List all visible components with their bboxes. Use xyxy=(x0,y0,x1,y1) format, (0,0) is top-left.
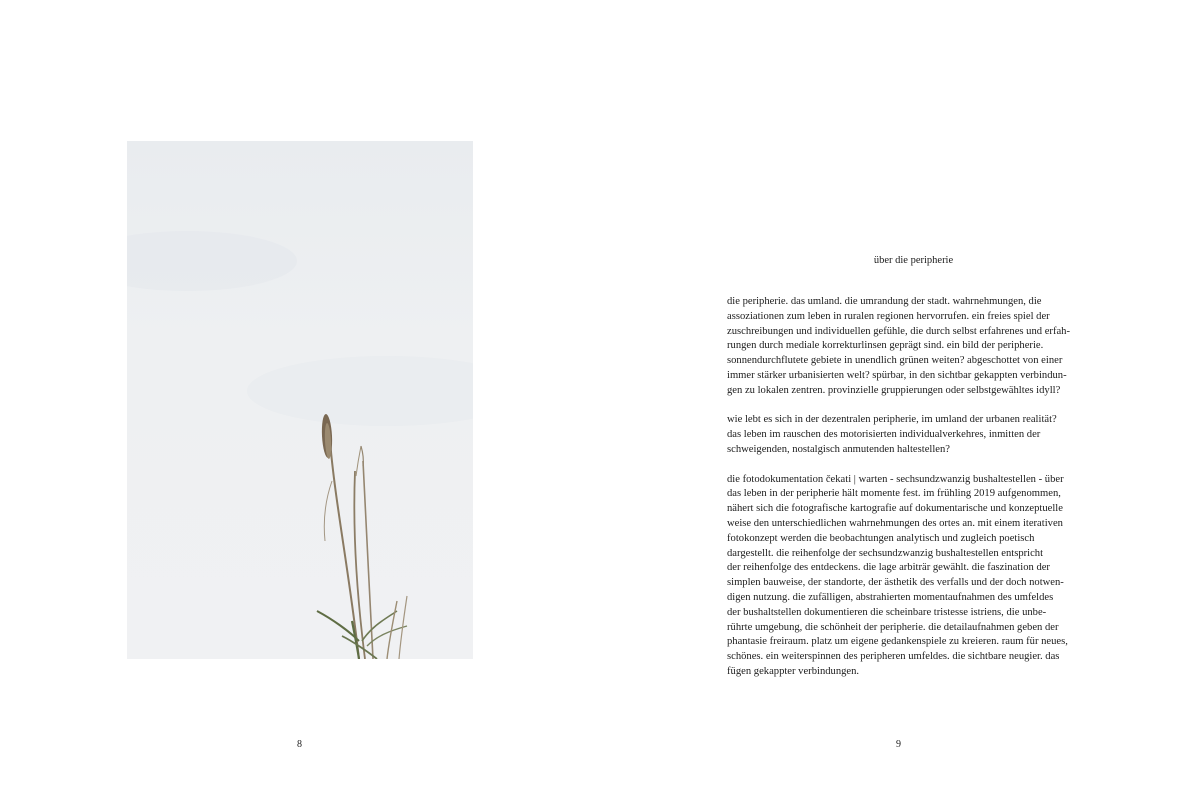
essay-paragraph-1 xyxy=(727,295,1072,399)
text-line: sonnendurchflutete gebiete in unendlich grünen weiten? abgeschottet von einer xyxy=(727,355,1063,367)
essay-title: über die peripherie xyxy=(873,255,954,266)
text-line: dargestellt. die reihenfolge der sechsundzwanzig bushaltestellen entspricht xyxy=(727,547,1044,559)
text-line: der bushaltstellen dokumentieren die scheinbare tristesse istriens, die unbe- xyxy=(727,606,1047,618)
text-line: assoziationen zum leben in ruralen regionen hervorrufen. ein freies spiel der xyxy=(727,310,1050,322)
text-line: wie lebt es sich in der dezentralen peripherie, im umland der urbanen realität? xyxy=(727,414,1057,426)
reed-grass-illustration xyxy=(127,141,473,659)
page-number-right: 9 xyxy=(896,739,902,750)
right-page xyxy=(600,0,1200,799)
text-line: schönes. ein weiterspinnen des peripheren umfeldes. die sichtbare neugier. das xyxy=(727,651,1060,663)
text-line: die fotodokumentation čekati | warten - sechsundzwanzig bushaltestellen - über xyxy=(727,473,1064,485)
text-line: nähert sich die fotografische kartografie auf dokumentarische und konzeptuelle xyxy=(727,503,1063,515)
essay-paragraph-3 xyxy=(727,473,1072,680)
essay-paragraph-2 xyxy=(727,413,1072,457)
text-line: das leben in der peripherie hält momente fest. im frühling 2019 aufgenommen, xyxy=(727,488,1061,500)
text-line: der reihenfolge des entdeckens. die lage arbiträr gewählt. die faszination der xyxy=(727,562,1050,574)
text-line: digen nutzung. die zufälligen, abstrahierten momentaufnahmen des umfeldes xyxy=(727,591,1054,603)
page-number-left: 8 xyxy=(297,739,303,750)
text-line: schweigenden, nostalgisch anmutenden haltestellen? xyxy=(727,443,950,455)
text-line: rungen durch mediale korrekturlinsen geprägt sind. ein bild der peripherie. xyxy=(727,340,1044,352)
text-line: immer stärker urbanisierten welt? spürbar, in den sichtbar gekappten verbindun- xyxy=(727,369,1067,381)
reed-grass-photo xyxy=(127,141,473,659)
text-line: gen zu lokalen zentren. provinzielle gruppierungen oder selbstgewähltes idyll? xyxy=(727,384,1061,396)
text-line: die peripherie. das umland. die umrandung der stadt. wahrnehmungen, die xyxy=(727,296,1042,307)
text-line: zuschreibungen und individuellen gefühle, die durch selbst erfahrenes und erfah- xyxy=(727,325,1070,337)
text-line: phantasie freiraum. platz um eigene gedankenspiele zu kreieren. raum für neues, xyxy=(727,636,1068,648)
essay-body xyxy=(727,295,1072,695)
text-line: rührte umgebung, die schönheit der peripherie. die detailaufnahmen geben der xyxy=(727,621,1059,633)
text-line: weise den unterschiedlichen wahrnehmungen des ortes an. mit einem iterativen xyxy=(727,517,1063,529)
text-line: fügen gekappter verbindungen. xyxy=(727,665,860,677)
text-line: fotokonzept werden die beobachtungen analytisch und zugleich poetisch xyxy=(727,532,1035,544)
text-line: das leben im rauschen des motorisierten individualverkehres, inmitten der xyxy=(727,429,1041,441)
text-line: simplen bauweise, der standorte, der ästhetik des verfalls und der doch notwen- xyxy=(727,577,1064,589)
